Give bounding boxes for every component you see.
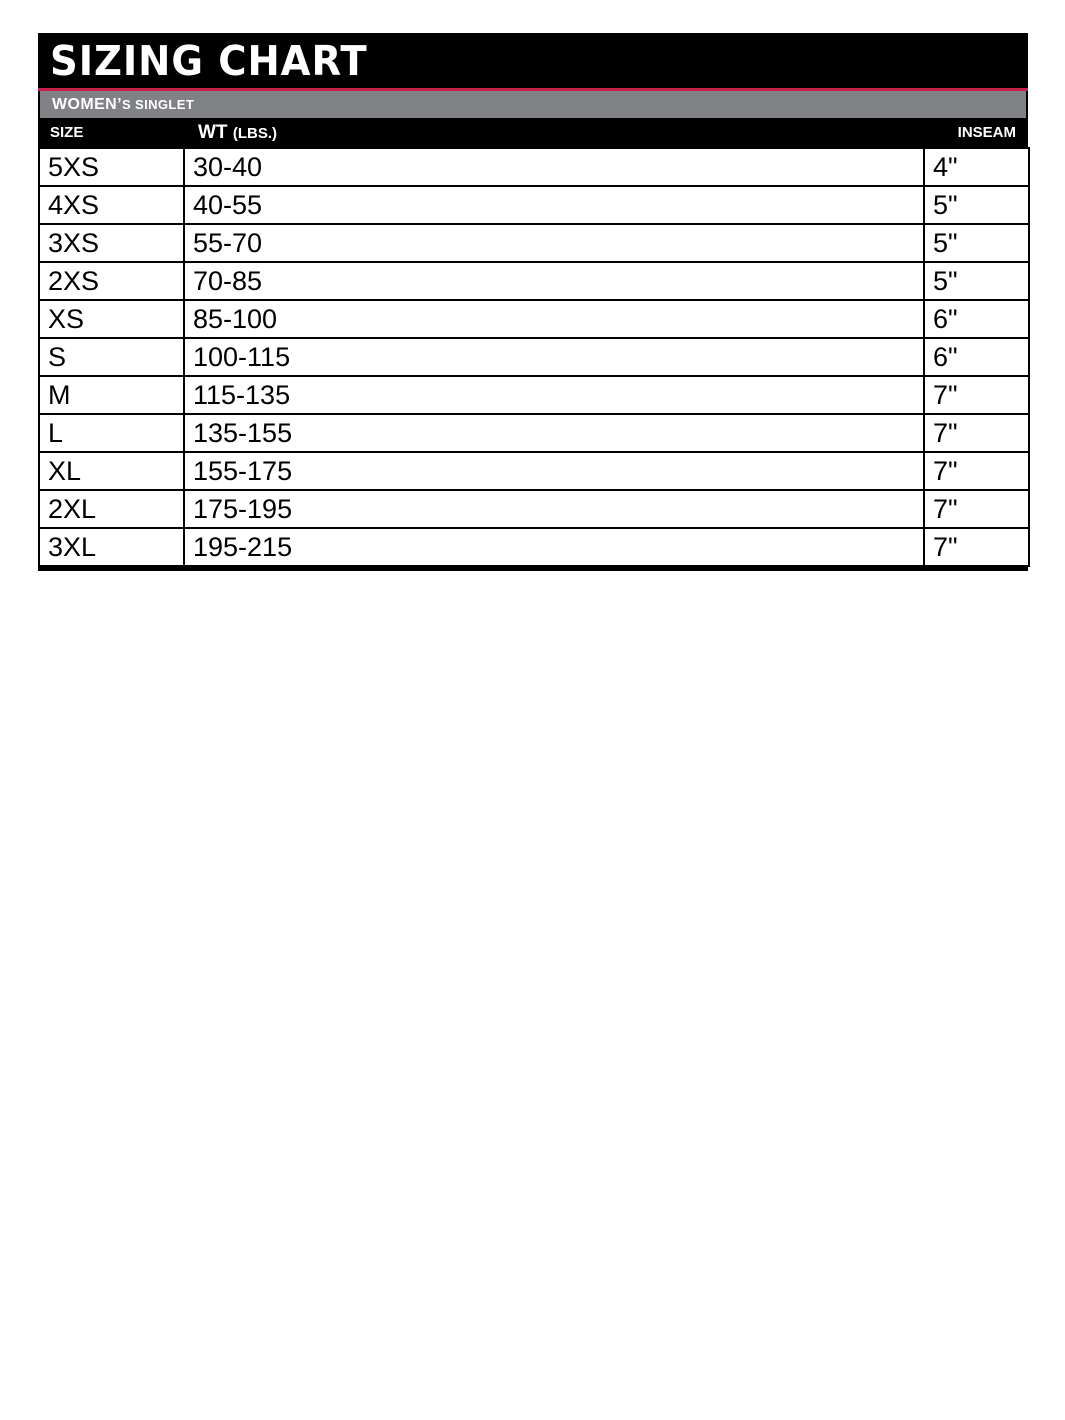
page-title: SIZING CHART [50, 37, 368, 85]
cell-inseam: 7" [924, 376, 1029, 414]
table-bottom-border [38, 567, 1028, 571]
cell-weight: 155-175 [184, 452, 924, 490]
subtitle-rest: S SINGLET [121, 97, 195, 112]
table-row [39, 414, 1029, 452]
cell-inseam: 5" [924, 262, 1029, 300]
table-row [39, 452, 1029, 490]
cell-size: 3XS [39, 224, 184, 262]
sizing-table-body [39, 148, 1029, 566]
cell-inseam: 6" [924, 338, 1029, 376]
cell-size: 2XL [39, 490, 184, 528]
column-header-weight-main: WT [198, 122, 233, 143]
cell-size: M [39, 376, 184, 414]
table-row [39, 528, 1029, 566]
cell-weight: 30-40 [184, 148, 924, 186]
table-row [39, 300, 1029, 338]
table-row [39, 490, 1029, 528]
table-row [39, 224, 1029, 262]
cell-size: 4XS [39, 186, 184, 224]
cell-size: XS [39, 300, 184, 338]
column-header-size: SIZE [50, 124, 84, 141]
cell-weight: 55-70 [184, 224, 924, 262]
cell-size: XL [39, 452, 184, 490]
cell-weight: 70-85 [184, 262, 924, 300]
chart-subtitle-bar [38, 91, 1028, 118]
column-header-weight [198, 118, 277, 147]
table-row [39, 376, 1029, 414]
column-header-weight-unit: (LBS.) [232, 125, 277, 142]
chart-title-bar [38, 33, 1028, 88]
cell-size: S [39, 338, 184, 376]
column-header-inseam: INSEAM [957, 124, 1016, 141]
cell-inseam: 7" [924, 490, 1029, 528]
cell-size: 5XS [39, 148, 184, 186]
cell-weight: 175-195 [184, 490, 924, 528]
cell-size: 2XS [39, 262, 184, 300]
cell-weight: 100-115 [184, 338, 924, 376]
cell-inseam: 4" [924, 148, 1029, 186]
cell-inseam: 5" [924, 186, 1029, 224]
subtitle-main: WOMEN [52, 96, 118, 113]
cell-weight: 135-155 [184, 414, 924, 452]
table-row [39, 186, 1029, 224]
sizing-chart [38, 33, 1028, 571]
cell-inseam: 7" [924, 414, 1029, 452]
cell-inseam: 7" [924, 452, 1029, 490]
cell-weight: 115-135 [184, 376, 924, 414]
cell-size: L [39, 414, 184, 452]
cell-weight: 40-55 [184, 186, 924, 224]
table-header-row [38, 118, 1028, 147]
table-row [39, 148, 1029, 186]
chart-subtitle [52, 94, 194, 115]
subtitle-apostrophe: ’ [117, 96, 122, 113]
cell-weight: 195-215 [184, 528, 924, 566]
cell-inseam: 7" [924, 528, 1029, 566]
table-row [39, 338, 1029, 376]
sizing-table [38, 147, 1030, 567]
cell-size: 3XL [39, 528, 184, 566]
cell-inseam: 6" [924, 300, 1029, 338]
table-row [39, 262, 1029, 300]
cell-inseam: 5" [924, 224, 1029, 262]
cell-weight: 85-100 [184, 300, 924, 338]
